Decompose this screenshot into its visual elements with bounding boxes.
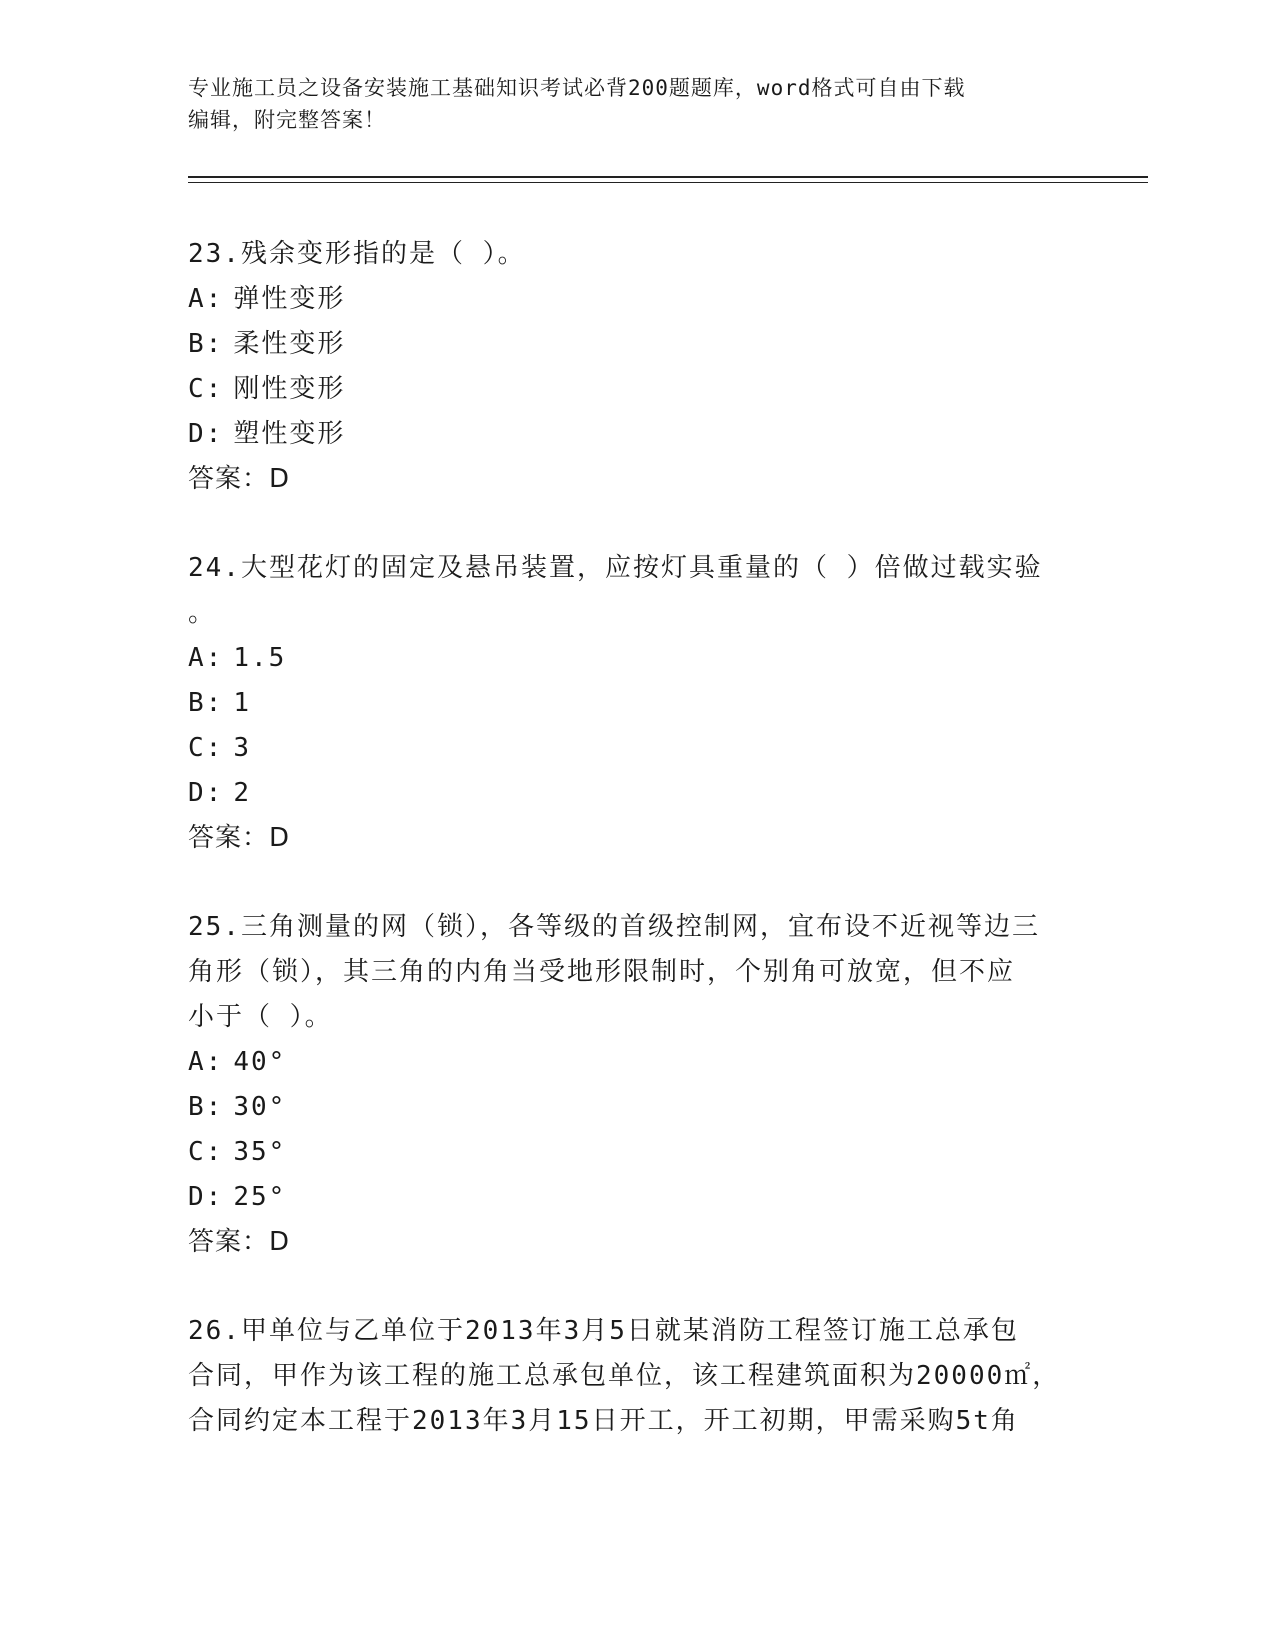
option-text: 1.5 — [233, 643, 287, 673]
question-stem: 。 — [188, 598, 217, 628]
option-text: 3 — [233, 733, 251, 763]
document-header — [188, 72, 1088, 136]
option-b — [188, 322, 1088, 367]
option-d — [188, 771, 1088, 816]
option-letter: A: — [188, 643, 224, 673]
option-a — [188, 1040, 1088, 1085]
answer-line: 答案：D — [188, 464, 291, 494]
option-b — [188, 1085, 1088, 1130]
header-line-2: 编辑，附完整答案！ — [188, 108, 386, 132]
option-c — [188, 726, 1088, 771]
option-text: 30° — [233, 1092, 287, 1122]
option-letter: A: — [188, 1047, 224, 1077]
question-24 — [188, 546, 1088, 861]
header-divider-thin — [188, 182, 1148, 183]
option-letter: C: — [188, 1137, 224, 1167]
question-stem: 角形（锁），其三角的内角当受地形限制时，个别角可放宽，但不应 — [188, 957, 1016, 987]
option-b — [188, 681, 1088, 726]
option-c — [188, 367, 1088, 412]
question-stem: 合同，甲作为该工程的施工总承包单位，该工程建筑面积为20000㎡， — [188, 1361, 1061, 1391]
question-stem: 小于（ ）。 — [188, 1002, 333, 1032]
option-text: 弹性变形 — [233, 284, 346, 314]
option-text: 刚性变形 — [233, 374, 346, 404]
question-stem: 24.大型花灯的固定及悬吊装置，应按灯具重量的（ ）倍做过载实验 — [188, 553, 1043, 583]
option-letter: D: — [188, 778, 224, 808]
option-letter: B: — [188, 688, 224, 718]
question-23 — [188, 232, 1088, 502]
option-text: 40° — [233, 1047, 287, 1077]
question-stem: 23.残余变形指的是（ ）。 — [188, 239, 526, 269]
option-letter: D: — [188, 419, 224, 449]
questions-list — [188, 232, 1088, 1488]
option-text: 35° — [233, 1137, 287, 1167]
option-a — [188, 277, 1088, 322]
question-stem: 合同约定本工程于2013年3月15日开工，开工初期，甲需采购5t角 — [188, 1406, 1019, 1436]
option-letter: D: — [188, 1182, 224, 1212]
header-divider-thick — [188, 176, 1148, 178]
header-line-1: 专业施工员之设备安装施工基础知识考试必背200题题库，word格式可自由下载 — [188, 76, 966, 100]
option-d — [188, 1175, 1088, 1220]
question-stem: 26.甲单位与乙单位于2013年3月5日就某消防工程签订施工总承包 — [188, 1316, 1019, 1346]
option-text: 2 — [233, 778, 251, 808]
option-letter: B: — [188, 329, 224, 359]
option-letter: B: — [188, 1092, 224, 1122]
option-letter: C: — [188, 374, 224, 404]
question-26 — [188, 1309, 1088, 1444]
option-text: 塑性变形 — [233, 419, 346, 449]
question-stem: 25.三角测量的网（锁），各等级的首级控制网，宜布设不近视等边三 — [188, 912, 1040, 942]
option-d — [188, 412, 1088, 457]
option-text: 25° — [233, 1182, 287, 1212]
answer-line: 答案：D — [188, 823, 291, 853]
option-a — [188, 636, 1088, 681]
answer-line: 答案：D — [188, 1227, 291, 1257]
question-25 — [188, 905, 1088, 1265]
option-letter: C: — [188, 733, 224, 763]
option-text: 1 — [233, 688, 251, 718]
option-letter: A: — [188, 284, 224, 314]
option-text: 柔性变形 — [233, 329, 346, 359]
option-c — [188, 1130, 1088, 1175]
